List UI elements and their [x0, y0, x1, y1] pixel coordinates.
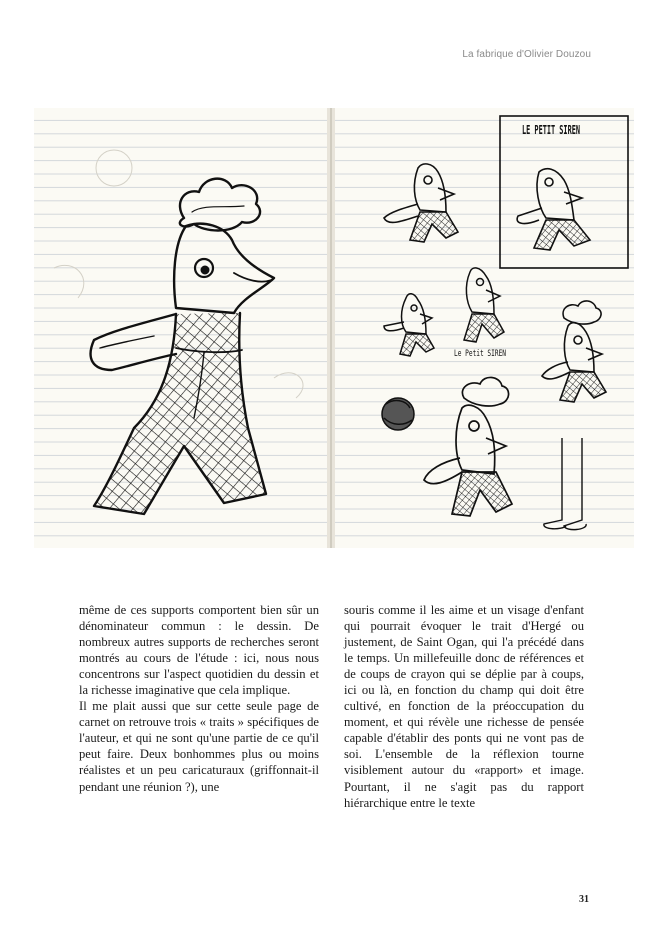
- sketch-caption-small: Le Petit SIREN: [454, 349, 506, 359]
- notebook-sketch-image: [34, 108, 634, 548]
- body-text-left-column: [79, 602, 319, 795]
- sketch-caption-top: LE PETIT SIREN: [522, 123, 580, 137]
- running-header: La fabrique d'Olivier Douzou: [462, 49, 591, 60]
- paragraph: même de ces supports comportent bien sûr un dénominateur commun : le dessin. De nombreux autres supports de recherches seront montrés au cours de l'étude : ici, nous nous concentrons sur l'aspect quotidien du dessin et la richesse imaginative que cela implique.: [79, 603, 319, 698]
- paragraph: Il me plait aussi que sur cette seule page de carnet on retrouve trois « traits » spécifiques de l'auteur, et qui ne sont qu'une partie de ce qu'il peut faire. Deux bonhommes plus ou moins réalistes et un peu caricaturaux (griffonnait-il pendant une réunion ?), une: [79, 699, 319, 794]
- scribble-ball: [382, 398, 414, 430]
- page-number: 31: [579, 894, 589, 905]
- body-text-right-column: [344, 602, 584, 811]
- paragraph: souris comme il les aime et un visage d'enfant qui pourrait évoquer le trait d'Hergé ou justement, de Saint Ogan, qui l'a précédé dans le temps. Un millefeuille donc de références et de coups de crayon qui se déplie par à coups, ici ou là, en fonction du champ qui doit être cultivé, en fonction de la préoccupation du moment, et qui révèle une richesse de pensée capable d'établir des ponts qui ne vont pas de soi. L'ensemble de la réflexion tourne visiblement autour du «rapport» et image. Pourtant, il ne s'agit pas du rapport hiérarchique entre le texte: [344, 603, 584, 810]
